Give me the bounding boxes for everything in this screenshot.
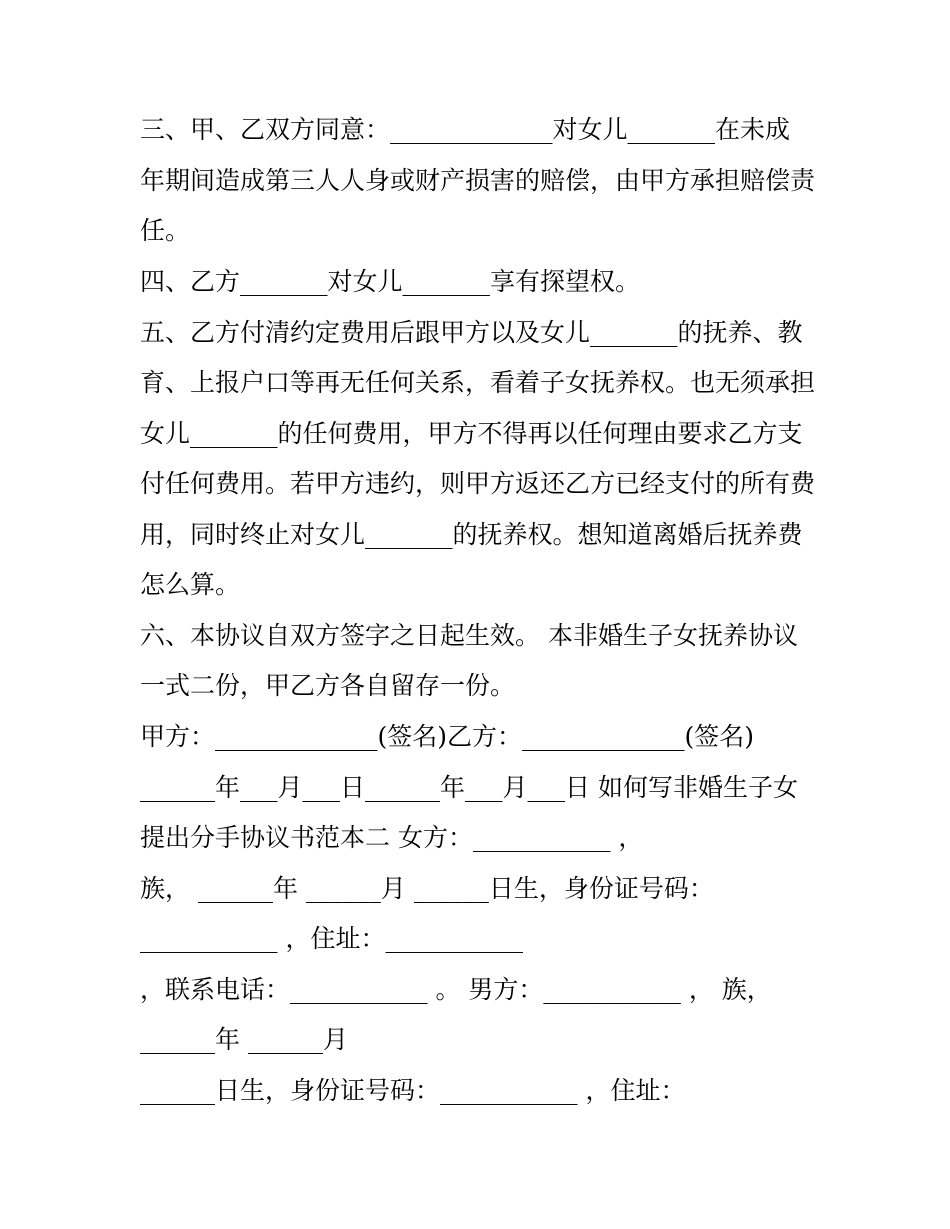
clause-5-line-4: 付任何费用。若甲方违约，则甲方返还乙方已经支付的所有费 <box>140 469 816 498</box>
clause-3-line-3: 任。 <box>140 216 191 245</box>
clause-5-line-2: 育、上报户口等再无任何关系，看着子女抚养权。也无须承担 <box>140 368 816 397</box>
template-two-heading-line: 提出分手协议书范本二 女方：___________ ， <box>140 823 644 852</box>
date-line: ______年___月___日______年___月___日 如何写非婚生子女 <box>140 773 798 802</box>
signature-line: 甲方：_____________(签名)乙方：_____________(签名) <box>140 722 755 751</box>
clause-6-line-1: 六、本协议自双方签字之日起生效。 本非婚生子女抚养协议 <box>140 621 798 650</box>
clause-3-line-1: 三、甲、乙双方同意：_____________对女儿_______在未成 <box>140 115 791 144</box>
clause-5-line-1: 五、乙方付清约定费用后跟甲方以及女儿_______的抚养、教 <box>140 318 803 347</box>
clause-5-line-5: 用，同时终止对女儿_______的抚养权。想知道离婚后抚养费 <box>140 520 803 549</box>
clause-5-line-6: 怎么算。 <box>140 570 241 599</box>
female-party-address-line: ___________ ，住址：___________ <box>140 924 523 953</box>
male-party-id-line: ______日生，身份证号码：___________ ，住址： <box>140 1076 686 1105</box>
clause-5-line-3: 女儿_______的任何费用，甲方不得再以任何理由要求乙方支 <box>140 419 803 448</box>
male-party-birth-line: ______年 ______月 <box>140 1025 348 1054</box>
clause-3-line-2: 年期间造成第三人人身或财产损害的赔偿，由甲方承担赔偿责 <box>140 166 816 195</box>
clause-6-line-2: 一式二份，甲乙方各自留存一份。 <box>140 671 516 700</box>
female-party-birth-line: 族， ______年 ______月 ______日生，身份证号码： <box>140 874 714 903</box>
contact-and-male-party-line: ，联系电话：___________ 。 男方：___________ ， 族， <box>140 975 772 1004</box>
clause-4-line-1: 四、乙方_______对女儿_______享有探望权。 <box>140 267 641 296</box>
